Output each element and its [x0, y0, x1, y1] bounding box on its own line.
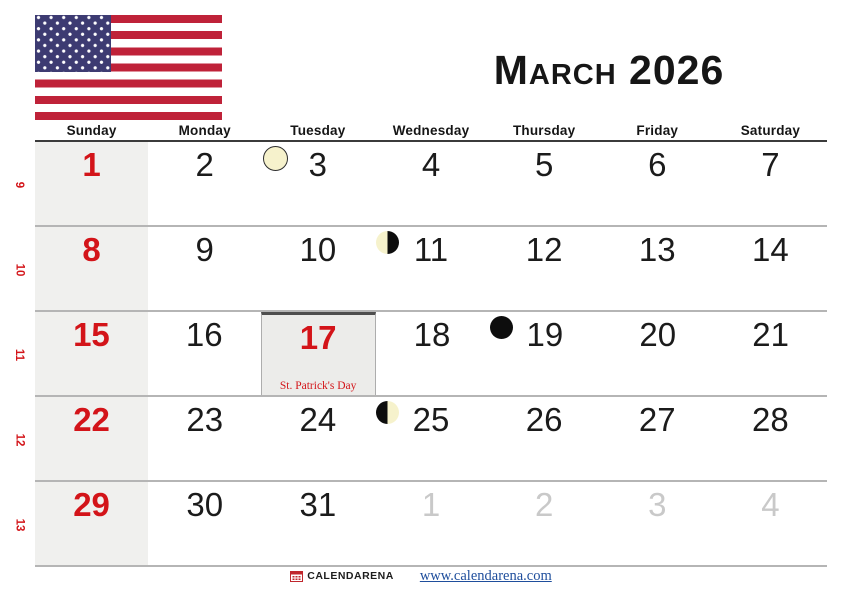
calendar-week-row — [35, 312, 827, 397]
weekday-label: Saturday — [740, 123, 801, 138]
day-cell — [714, 142, 827, 225]
calendar-week-row — [35, 227, 827, 312]
week-number-column — [7, 142, 31, 567]
weekday-label: Thursday — [512, 123, 576, 138]
date-number: 4 — [421, 146, 441, 183]
day-cell — [148, 142, 261, 225]
calendar-week-row — [35, 142, 827, 227]
date-number: 7 — [761, 146, 780, 183]
day-cell — [488, 142, 601, 225]
us-flag-icon — [35, 15, 222, 120]
day-cell — [35, 397, 148, 480]
day-cell — [35, 312, 148, 395]
day-cell — [488, 397, 601, 480]
day-cell — [488, 227, 601, 310]
date-number: 15 — [73, 316, 110, 353]
date-number: 10 — [299, 231, 337, 268]
calendar-icon — [290, 570, 303, 582]
date-number: 24 — [299, 401, 337, 438]
date-number: 11 — [413, 231, 449, 268]
day-cell — [261, 397, 374, 480]
day-cell — [376, 312, 489, 395]
week-number-label: 10 — [12, 263, 25, 276]
date-number: 28 — [752, 401, 789, 438]
date-number: 5 — [534, 146, 554, 183]
day-cell — [374, 227, 487, 310]
date-number: 23 — [186, 401, 224, 438]
day-cell — [148, 397, 261, 480]
date-number: 14 — [752, 231, 789, 268]
day-cell — [374, 142, 487, 225]
date-number: 13 — [638, 231, 676, 268]
week-number — [7, 227, 31, 312]
day-cell — [488, 482, 601, 565]
date-number: 18 — [413, 316, 451, 353]
day-cell — [35, 482, 148, 565]
day-cell — [714, 482, 827, 565]
week-number — [7, 312, 31, 397]
date-number: 3 — [308, 146, 328, 183]
weekday-header-row — [35, 123, 827, 138]
day-cell — [261, 142, 374, 225]
date-number: 6 — [648, 146, 667, 183]
page-title: March 2026 — [493, 47, 725, 93]
date-number: 22 — [73, 401, 110, 438]
date-number: 27 — [638, 401, 676, 438]
day-cell — [488, 312, 601, 395]
date-number: 3 — [648, 486, 667, 523]
week-number-label: 11 — [12, 348, 25, 361]
week-number-label: 13 — [12, 518, 25, 531]
us-flag-canton-stars — [35, 15, 111, 72]
week-number — [7, 397, 31, 482]
day-cell — [261, 312, 376, 395]
date-number: 25 — [412, 401, 450, 438]
day-cell — [261, 227, 374, 310]
day-cell — [601, 312, 714, 395]
date-number: 20 — [639, 316, 677, 353]
weekday-label: Sunday — [66, 123, 117, 138]
date-number: 16 — [185, 316, 223, 353]
date-number: 26 — [525, 401, 563, 438]
date-number: 8 — [82, 231, 101, 268]
brand-name: CALENDARENA — [307, 570, 394, 582]
date-number: 17 — [299, 319, 337, 356]
day-cell — [374, 397, 487, 480]
week-number — [7, 482, 31, 567]
day-cell — [35, 142, 148, 225]
weekday-label: Monday — [178, 123, 231, 138]
week-number-label: 9 — [13, 181, 25, 188]
date-number: 12 — [525, 231, 563, 268]
date-number: 29 — [73, 486, 110, 523]
date-number: 21 — [752, 316, 789, 353]
date-number: 30 — [186, 486, 224, 523]
footer — [0, 566, 842, 586]
day-cell — [601, 227, 714, 310]
brand — [290, 570, 394, 582]
day-cell — [601, 482, 714, 565]
holiday-label: St. Patrick's Day — [279, 380, 357, 392]
date-number: 2 — [195, 146, 214, 183]
date-number: 4 — [761, 486, 780, 523]
weekday-label: Wednesday — [392, 123, 470, 138]
day-cell — [261, 482, 374, 565]
day-cell — [714, 397, 827, 480]
day-cell — [148, 227, 261, 310]
date-number: 2 — [534, 486, 554, 523]
day-cell — [374, 482, 487, 565]
day-cell — [601, 397, 714, 480]
date-number: 19 — [526, 316, 564, 353]
day-cell — [714, 227, 827, 310]
day-cell — [148, 312, 261, 395]
calendar-week-row — [35, 482, 827, 567]
date-number: 1 — [421, 486, 441, 523]
website-link[interactable]: www.calendarena.com — [419, 567, 552, 584]
calendar-week-row — [35, 397, 827, 482]
weekday-label: Tuesday — [290, 123, 346, 138]
calendar-grid — [35, 140, 827, 567]
date-number: 9 — [195, 231, 214, 268]
weekday-label: Friday — [636, 123, 679, 138]
week-number-label: 12 — [12, 433, 25, 446]
date-number: 1 — [82, 146, 101, 183]
day-cell — [714, 312, 827, 395]
week-number — [7, 142, 31, 227]
day-cell — [148, 482, 261, 565]
day-cell — [35, 227, 148, 310]
day-cell — [601, 142, 714, 225]
date-number: 31 — [299, 486, 337, 523]
